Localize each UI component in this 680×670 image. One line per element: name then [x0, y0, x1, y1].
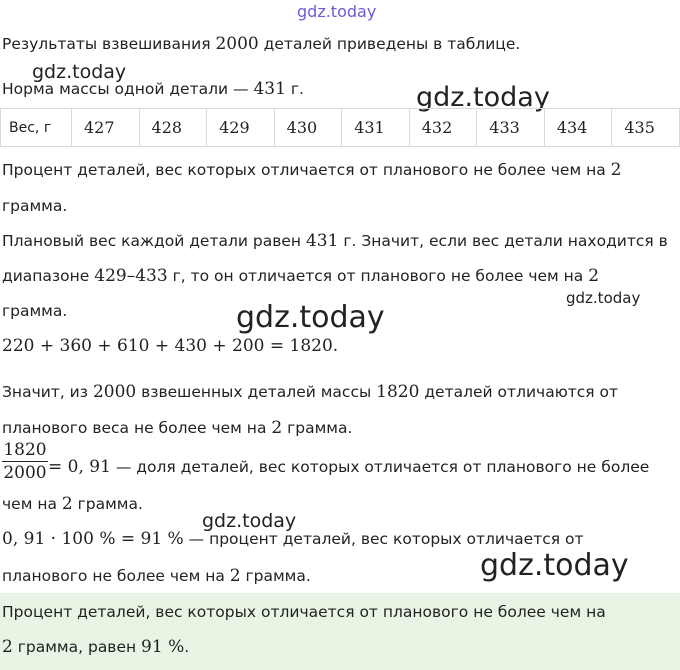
explain-line-3: грамма.	[2, 302, 68, 320]
answer-line-1: Процент деталей, вес которых отличается от планового не более чем на	[2, 603, 606, 621]
answer-box	[0, 593, 680, 670]
table-cell: 428	[139, 109, 207, 147]
explain-line-2: диапазоне 429–433 г, то он отличается от планового не более чем на 2	[2, 266, 600, 286]
conclusion-line-2: планового веса не более чем на 2 грамма.	[2, 418, 353, 438]
table-cell: 430	[274, 109, 342, 147]
table-cell: 434	[544, 109, 612, 147]
fraction-denominator: 2000	[3, 463, 47, 483]
watermark: gdz.today	[236, 300, 385, 335]
watermark: gdz.today	[32, 61, 127, 83]
table-cell: 427	[72, 109, 140, 147]
percent-line-2: планового не более чем на 2 грамма.	[2, 566, 311, 586]
question-line-1: Процент деталей, вес которых отличается от планового не более чем на 2	[2, 160, 622, 180]
norm-text: Норма массы одной детали — 431 г.	[2, 79, 304, 99]
table-row	[1, 109, 680, 147]
fraction	[2, 440, 48, 483]
answer-line-2: 2 грамма, равен 91 %.	[2, 637, 190, 657]
table-header-cell: Вес, г	[1, 109, 72, 147]
fraction-bar	[2, 461, 48, 462]
table-cell: 432	[409, 109, 477, 147]
table-cell: 433	[477, 109, 545, 147]
table-cell: 429	[207, 109, 275, 147]
conclusion-line-1: Значит, из 2000 взвешенных деталей массы 1820 деталей отличаются от	[2, 382, 619, 402]
intro-text: Результаты взвешивания 2000 деталей приведены в таблице.	[2, 34, 521, 54]
weights-table	[0, 108, 680, 147]
watermark: gdz.today	[480, 548, 629, 583]
question-line-2: грамма.	[2, 197, 68, 215]
percent-line-1: 0, 91 · 100 % = 91 % — процент деталей, вес которых отличается от	[2, 529, 584, 549]
fraction-line-2: чем на 2 грамма.	[2, 494, 143, 514]
table-cell: 431	[342, 109, 410, 147]
explain-line-1: Плановый вес каждой детали равен 431 г. Значит, если вес детали находится в	[2, 231, 668, 251]
watermark: gdz.today	[297, 2, 377, 21]
watermark: gdz.today	[416, 82, 550, 113]
fraction-numerator: 1820	[3, 440, 47, 460]
watermark: gdz.today	[566, 289, 641, 307]
fraction-line-1: = 0, 91 — доля деталей, вес которых отличается от планового не более	[48, 457, 650, 477]
watermark: gdz.today	[202, 510, 297, 532]
table-cell: 435	[612, 109, 680, 147]
sum-formula: 220 + 360 + 610 + 430 + 200 = 1820.	[2, 336, 339, 356]
